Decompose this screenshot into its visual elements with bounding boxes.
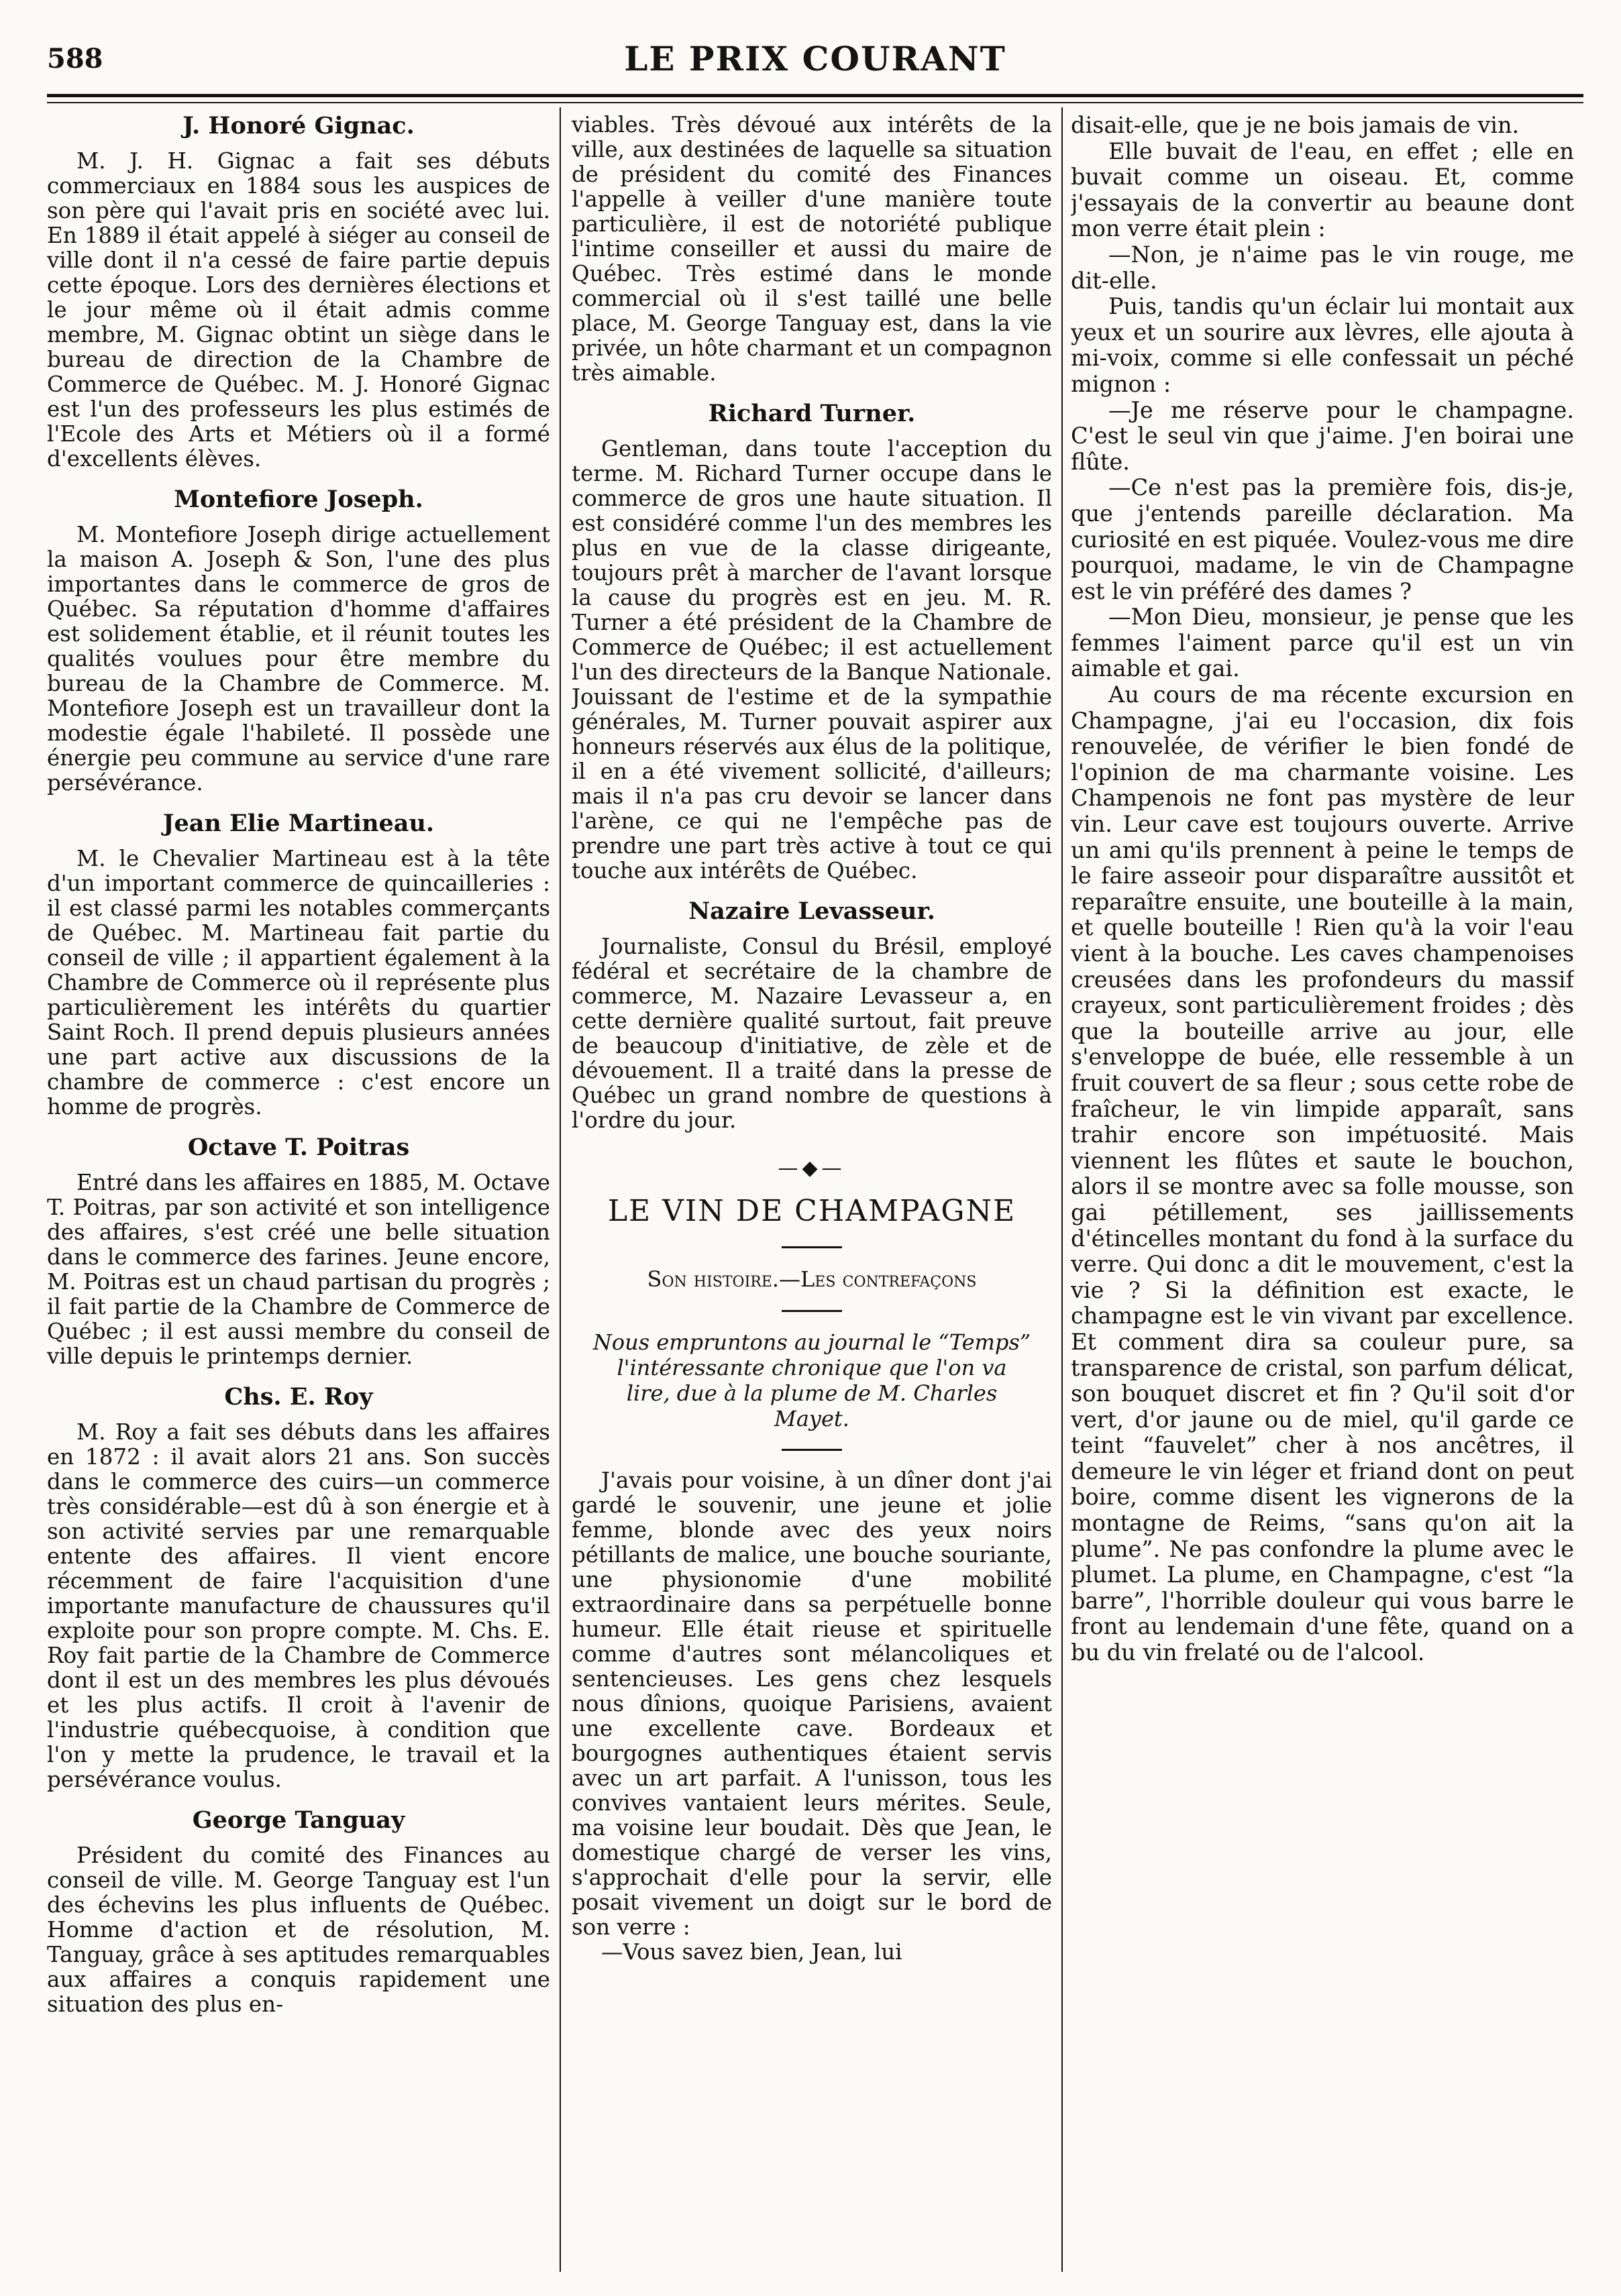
paragraph: M. Montefiore Joseph dirige actuellement la maison A. Joseph & Son, l'une des plus importantes dans le commerce de gros de Québec. Sa réputation d'homme d'affaires est solidement établie, et il réunit toutes les qualités voulues pour être membre du bureau de la Chambre de Commerce. M. Montefiore Joseph est un travailleur dont la modestie égale l'habileté. Il possède une énergie peu commune au service d'une rare persévérance. bbox=[47, 522, 550, 796]
paragraph: —Je me réserve pour le champagne. C'est le seul vin que j'aime. J'en boirai une flûte. bbox=[1071, 396, 1574, 475]
paragraph: M. J. H. Gignac a fait ses débuts commerciaux en 1884 sous les auspices de son père qui l'avait pris en société avec lui. En 1889 il était appelé à siéger au conseil de ville dont il n'a cessé de faire partie depuis cette époque. Lors des dernières élections et le jour même où il était admis comme membre, M. Gignac obtint un siège dans le bureau de direction de la Chambre de Commerce de Québec. M. J. Honoré Gignac est l'un des professeurs les plus estimés de l'Ecole des Arts et Métiers où il a formé d'excellents élèves. bbox=[47, 148, 550, 472]
column-middle bbox=[572, 113, 1052, 2269]
column-left bbox=[47, 113, 550, 2269]
section-heading: George Tanguay bbox=[192, 1806, 405, 1834]
separator bbox=[782, 1310, 842, 1312]
paragraph: Gentleman, dans toute l'acception du terme. M. Richard Turner occupe dans le commerce de gros une haute situation. Il est considéré comme l'un des membres les plus en vue de la classe dirigeante, toujours prêt à marcher de l'avant lorsque la cause du progrès est en jeu. M. R. Turner a été président de la Chambre de Commerce de Québec; il est actuellement l'un des directeurs de la Banque Nationale. Jouissant de l'estime et de la sympathie générales, M. Turner pouvait aspirer aux honneurs réservés aux élus de la politique, il en a été vivement sollicité, d'ailleurs; mais il n'a pas cru devoir se lancer dans l'arène, ce qui ne l'empêche pas de prendre une part très active à tout ce qui touche aux intérêts de Québec. bbox=[572, 436, 1052, 883]
paragraph: viables. Très dévoué aux intérêts de la ville, aux destinées de laquelle sa situation de président du comité des Finances l'appelle à veiller d'une manière toute particulière, il est de notoriété publique l'intime conseiller et aussi du maire de Québec. Très estimé dans le monde commercial où il s'est taillé une belle place, M. George Tanguay est, dans la vie privée, un hôte charmant et un compagnon très aimable. bbox=[572, 113, 1052, 386]
section-heading: J. Honoré Gignac. bbox=[182, 113, 415, 140]
paragraph: Journaliste, Consul du Brésil, employé fédéral et secrétaire de la chambre de commerce, M. Nazaire Levasseur a, en cette dernière qualité surtout, fait preuve de beaucoup d'initiative, de zèle et de dévouement. Il a traité dans la presse de Québec un grand nombre de questions à l'ordre du jour. bbox=[572, 934, 1052, 1133]
column-divider bbox=[560, 107, 561, 2272]
section-heading: Montefiore Joseph. bbox=[174, 486, 423, 513]
separator bbox=[782, 1449, 842, 1451]
page-header bbox=[47, 35, 1583, 89]
paragraph: Puis, tandis qu'un éclair lui montait aux yeux et un sourire aux lèvres, elle ajouta à mi-voix, comme si elle confessait un péché mignon : bbox=[1071, 293, 1574, 397]
paragraph: disait-elle, que je ne bois jamais de vin. bbox=[1071, 113, 1520, 138]
paragraph: —Non, je n'aime pas le vin rouge, me dit-elle. bbox=[1071, 241, 1574, 294]
header-rule-thin bbox=[47, 102, 1583, 103]
paragraph: J'avais pour voisine, à un dîner dont j'ai gardé le souvenir, une jeune et jolie femme, blonde avec des yeux noirs pétillants de malice, une bouche souriante, une physionomie d'une mobilité extraordinaire dans sa perpétuelle bonne humeur. Elle était rieuse et spirituelle comme d'autres sont mélancoliques et sentencieuses. Les gens chez lesquels nous dînions, quoique Parisiens, avaient une excellente cave. Bordeaux et bourgognes authentiques étaient servis avec un art parfait. A l'unisson, tous les convives vantaient leurs mérites. Seule, ma voisine leur boudait. Dès que Jean, le domestique chargé de verser les vins, s'approchait d'elle pour la servir, elle posait vivement un doigt sur le bord de son verre : bbox=[572, 1468, 1052, 1940]
section-heading: Chs. E. Roy bbox=[224, 1383, 373, 1411]
paragraph: Elle buvait de l'eau, en effet ; elle en buvait comme un oiseau. Et, comme j'essayais de la convertir au beaune dont mon verre était plein : bbox=[1071, 138, 1574, 242]
article-intro: Nous empruntons au journal le “Temps” l'intéressante chronique que l'on va lire, due à la plume de M. Charles Mayet. bbox=[592, 1329, 1031, 1431]
paragraph: —Vous savez bien, Jean, lui bbox=[601, 1939, 902, 1965]
header-rule bbox=[47, 94, 1583, 97]
section-heading: Octave T. Poitras bbox=[187, 1134, 410, 1161]
article-subtitle: Son histoire.—Les contrefaçons bbox=[647, 1266, 977, 1292]
paragraph: M. le Chevalier Martineau est à la tête d'un important commerce de quincailleries : il est classé parmi les notables commerçants de Québec. M. Martineau fait partie du conseil de ville ; il appartient également à la Chambre de Commerce où il représente plus particulièrement les intérêts du quartier Saint Roch. Il prend depuis plusieurs années une part active aux discussions de la chambre de commerce : c'est encore un homme de progrès. bbox=[47, 846, 550, 1119]
ornament-divider: —◆— bbox=[778, 1156, 846, 1180]
paragraph: M. Roy a fait ses débuts dans les affaires en 1872 : il avait alors 21 ans. Son succès dans le commerce des cuirs—un commerce très considérable—est dû à son énergie et à son activité servies par une remarquable entente des affaires. Il vient encore récemment de faire l'acquisition d'une importante manufacture de chaussures qu'il exploite pour son propre compte. M. Chs. E. Roy fait partie de la Chambre de Commerce dont il est un des membres les plus dévoués et les plus actifs. Il croit à l'avenir de l'industrie québecquoise, à condition que l'on y mette la prudence, le travail et la persévérance voulus. bbox=[47, 1419, 550, 1792]
paragraph: Président du comité des Finances au conseil de ville. M. George Tanguay est l'un des échevins les plus influents de Québec. Homme d'action et de résolution, M. Tanguay, grâce à ses aptitudes remarquables aux affaires a conquis rapidement une situation des plus en- bbox=[47, 1843, 550, 2017]
article-title: LE VIN DE CHAMPAGNE bbox=[607, 1194, 1016, 1228]
paragraph: Entré dans les affaires en 1885, M. Octave T. Poitras, par son activité et son intelligence des affaires, s'est créé une belle situation dans le commerce des farines. Jeune encore, M. Poitras est un chaud partisan du progrès ; il fait partie de la Chambre de Commerce de Québec ; il est aussi membre du conseil de ville depuis le printemps dernier. bbox=[47, 1170, 550, 1369]
paragraph: —Mon Dieu, monsieur, je pense que les femmes l'aiment parce qu'il est un vin aimable et gai. bbox=[1071, 604, 1574, 682]
paragraph: Au cours de ma récente excursion en Champagne, j'ai eu l'occasion, dix fois renouvelée, de vérifier le bien fondé de l'opinion de ma charmante voisine. Les Champenois ne font pas mystère de leur vin. Leur cave est toujours ouverte. Arrive un ami qu'ils prennent à peine le temps de le faire asseoir pour disparaître aussitôt et reparaître ensuite, une bouteille à la main, et quelle bouteille ! Rien qu'à la voir l'eau vient à la bouche. Les caves champenoises creusées dans les profondeurs du massif crayeux, sont particulièrement froides ; dès que la bouteille arrive au jour, elle s'enveloppe de buée, elle ressemble à un fruit couvert de sa fleur ; sous cette robe de fraîcheur, le vin limpide apparaît, sans trahir encore son impétuosité. Mais viennent les flûtes et saute le bouchon, alors il se montre avec sa folle mousse, son gai pétillement, ses jaillissements d'étincelles montant du fond à la surface du verre. Qui donc a dit le mouvement, c'est la vie ? Si la définition est exacte, le champagne est le vin vivant par excellence. Et comment dira sa couleur pure, sa transparence de cristal, son parfum délicat, son bouquet discret et fin ? Qu'il soit d'or vert, d'or jaune ou de miel, qu'il garde ce teint “fauvelet” cher à nos ancêtres, il demeure le vin léger et friand dont on peut boire, comme disent les vignerons de la montagne de Reims, “sans qu'on ait la plume”. Ne pas confondre la plume avec le plumet. La plume, en Champagne, c'est “la barre”, l'horrible douleur qui vous barre le front au lendemain d'une fête, quand on a bu du vin frelaté ou de l'alcool. bbox=[1071, 681, 1574, 1666]
paragraph: —Ce n'est pas la première fois, dis-je, que j'entends pareille déclaration. Ma curiosité en est piquée. Voulez-vous me dire pourquoi, madame, le vin de Champagne est le vin préféré des dames ? bbox=[1071, 474, 1574, 604]
separator bbox=[782, 1246, 842, 1248]
section-heading: Jean Elie Martineau. bbox=[162, 810, 435, 837]
column-divider bbox=[1061, 107, 1063, 2272]
page-number: 588 bbox=[47, 43, 103, 74]
journal-title: LE PRIX COURANT bbox=[624, 39, 1006, 78]
section-heading: Richard Turner. bbox=[708, 400, 916, 427]
column-right bbox=[1071, 113, 1574, 2269]
section-heading: Nazaire Levasseur. bbox=[688, 897, 935, 925]
